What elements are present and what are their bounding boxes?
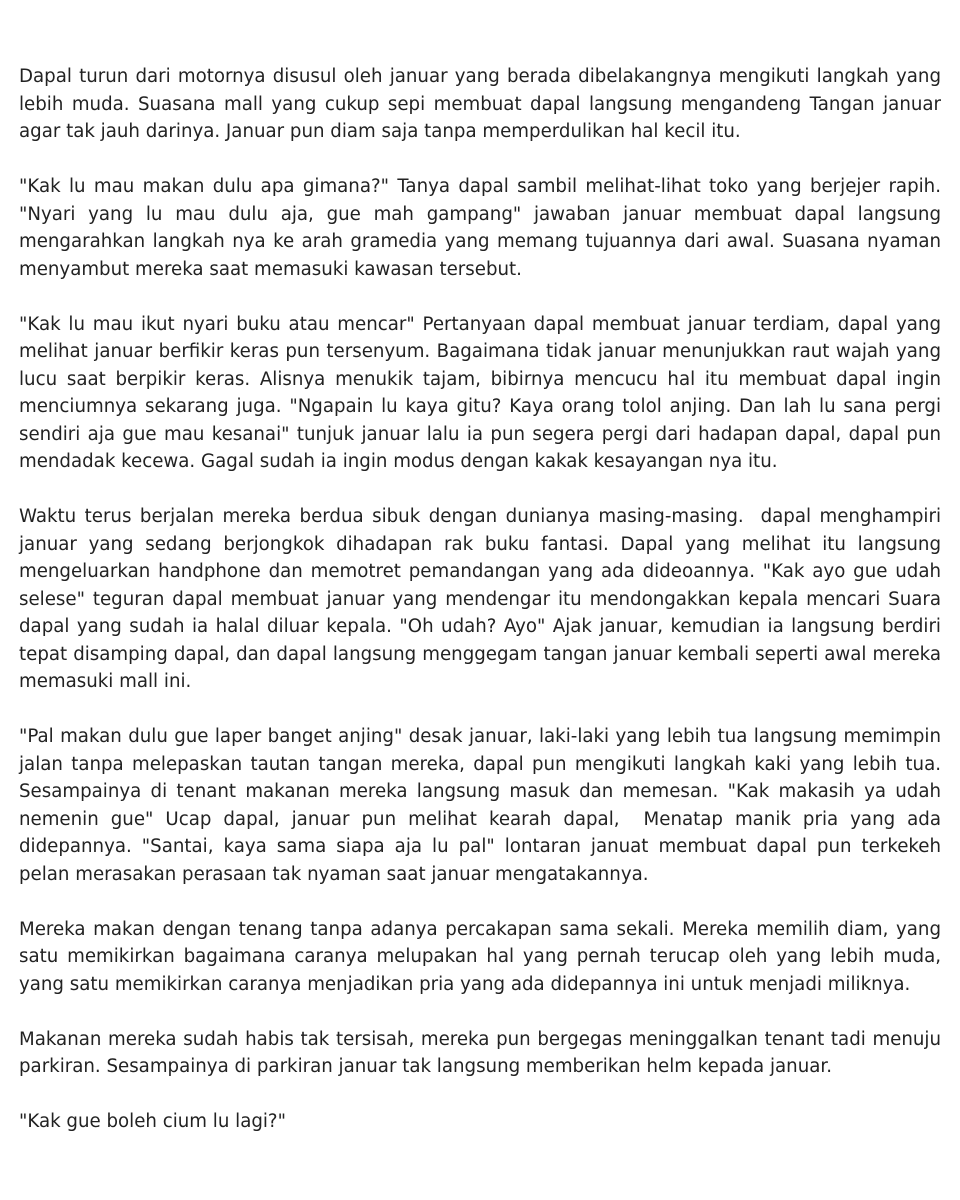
paragraph-7: Makanan mereka sudah habis tak tersisah, mereka pun bergegas meninggalkan tenant tadi menuju parkiran. Sesampainya di parkiran januar tak langsung memberikan helm kepada januar. [19,1028,947,1077]
paragraph-6: Mereka makan dengan tenang tanpa adanya percakapan sama sekali. Mereka memilih diam, yang satu memikirkan bagaimana caranya melupakan hal yang pernah terucap oleh yang lebih muda, yang satu memikirkan caranya menjadikan pria yang ada didepannya ini untuk menjadi miliknya. [19,918,947,995]
paragraph-4: Waktu terus berjalan mereka berdua sibuk dengan dunianya masing-masing. dapal menghampiri januar yang sedang berjongkok dihadapan rak buku fantasi. Dapal yang melihat itu langsung mengeluarkan handphone dan memotret pemandangan yang ada dideoannya. "Kak ayo gue udah selese" teguran dapal membuat januar yang mendengar itu mendongakkan kepala mencari Suara dapal yang sudah ia halal diluar kepala. "Oh udah? Ayo" Ajak januar, kemudian ia langsung berdiri tepat disamping dapal, dan dapal langsung menggegam tangan januar kembali seperti awal mereka memasuki mall ini. [19,506,947,692]
paragraph-5: "Pal makan dulu gue laper banget anjing" desak januar, laki-laki yang lebih tua langsung memimpin jalan tanpa melepaskan tautan tangan mereka, dapal pun mengikuti langkah kaki yang lebih tua. Sesampainya di tenant makanan mereka langsung masuk dan memesan. "Kak makasih ya udah nemenin gue" Ucap dapal, januar pun melihat kearah dapal, Menatap manik pria yang ada didepannya. "Santai, kaya sama siapa aja lu pal" lontaran januat membuat dapal pun terkekeh pelan merasakan perasaan tak nyaman saat januar mengatakannya. [19,726,947,885]
paragraph-8: "Kak gue boleh cium lu lagi?" [19,1111,286,1132]
paragraph-1: Dapal turun dari motornya disusul oleh januar yang berada dibelakangnya mengikuti langkah yang lebih muda. Suasana mall yang cukup sepi membuat dapal langsung mengandeng Tangan januar agar tak jauh darinya. Januar pun diam saja tanpa memperdulikan hal kecil itu. [19,66,947,142]
paragraph-2: "Kak lu mau makan dulu apa gimana?" Tanya dapal sambil melihat-lihat toko yang berjejer rapih. "Nyari yang lu mau dulu aja, gue mah gampang" jawaban januar membuat dapal langsung mengarahkan langkah nya ke arah gramedia yang memang tujuannya dari awal. Suasana nyaman menyambut mereka saat memasuki kawasan tersebut. [19,176,947,280]
paragraph-3: "Kak lu mau ikut nyari buku atau mencar" Pertanyaan dapal membuat januar terdiam, dapal yang melihat januar berfikir keras pun tersenyum. Bagaimana tidak januar menunjukkan raut wajah yang lucu saat berpikir keras. Alisnya menukik tajam, bibirnya mencucu hal itu membuat dapal ingin menciumnya sekarang juga. "Ngapain lu kaya gitu? Kaya orang tolol anjing. Dan lah lu sana pergi sendiri aja gue mau kesanai" tunjuk januar lalu ia pun segera pergi dari hadapan dapal, dapal pun mendadak kecewa. Gagal sudah ia ingin modus dengan kakak kesayangan nya itu. [19,313,947,472]
document-body [19,63,947,1136]
